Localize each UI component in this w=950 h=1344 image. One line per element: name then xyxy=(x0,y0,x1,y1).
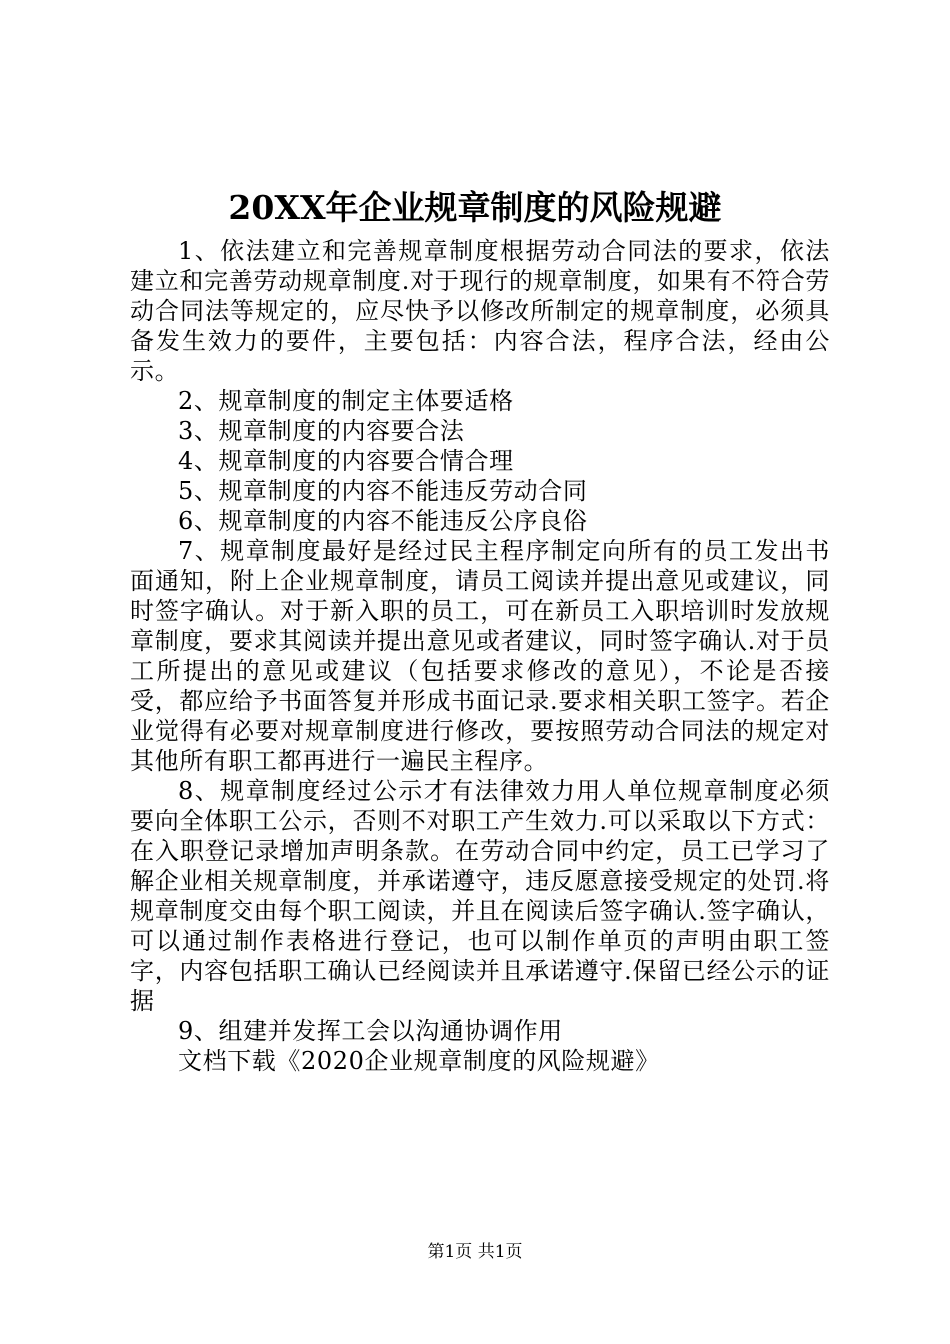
page-number-footer: 第1页 共1页 xyxy=(427,1242,523,1262)
paragraph-9: 9、组建并发挥工会以沟通协调作用 xyxy=(178,1017,563,1045)
document-title: 20XX年企业规章制度的风险规避 xyxy=(228,188,722,227)
document-body xyxy=(130,236,830,1076)
paragraph-7: 7、规章制度最好是经过民主程序制定向所有的员工发出书面通知，附上企业规章制度，请员工阅读并提出意见或建议，同时签字确认。对于新入职的员工，可在新员工入职培训时发放规章制度，要求其阅读并提出意见或者建议，同时签字确认.对于员工所提出的意见或建议（包括要求修改的意见），不论是否接受，都应给予书面答复并形成书面记录.要求相关职工签字。若企业觉得有必要对规章制度进行修改，要按照劳动合同法的规定对其他所有职工都再进行一遍民主程序。 xyxy=(130,537,830,775)
paragraph-4: 4、规章制度的内容要合情合理 xyxy=(178,447,514,475)
paragraph-5: 5、规章制度的内容不能违反劳动合同 xyxy=(178,477,588,505)
paragraph-3: 3、规章制度的内容要合法 xyxy=(178,417,465,445)
paragraph-2: 2、规章制度的制定主体要适格 xyxy=(178,387,514,415)
paragraph-8: 8、规章制度经过公示才有法律效力用人单位规章制度必须要向全体职工公示，否则不对职工产生效力.可以采取以下方式：在入职登记录增加声明条款。在劳动合同中约定，员工已学习了解企业相关规章制度，并承诺遵守，违反愿意接受规定的处罚.将规章制度交由每个职工阅读，并且在阅读后签字确认.签字确认，可以通过制作表格进行登记，也可以制作单页的声明由职工签字，内容包括职工确认已经阅读并且承诺遵守.保留已经公示的证据 xyxy=(130,777,830,1015)
paragraph-1: 1、依法建立和完善规章制度根据劳动合同法的要求，依法建立和完善劳动规章制度.对于现行的规章制度，如果有不符合劳动合同法等规定的，应尽快予以修改所制定的规章制度，必须具备发生效力的要件，主要包括：内容合法，程序合法，经由公示。 xyxy=(130,237,830,385)
paragraph-6: 6、规章制度的内容不能违反公序良俗 xyxy=(178,507,588,535)
download-link-text: 文档下载《2020企业规章制度的风险规避》 xyxy=(178,1047,660,1075)
